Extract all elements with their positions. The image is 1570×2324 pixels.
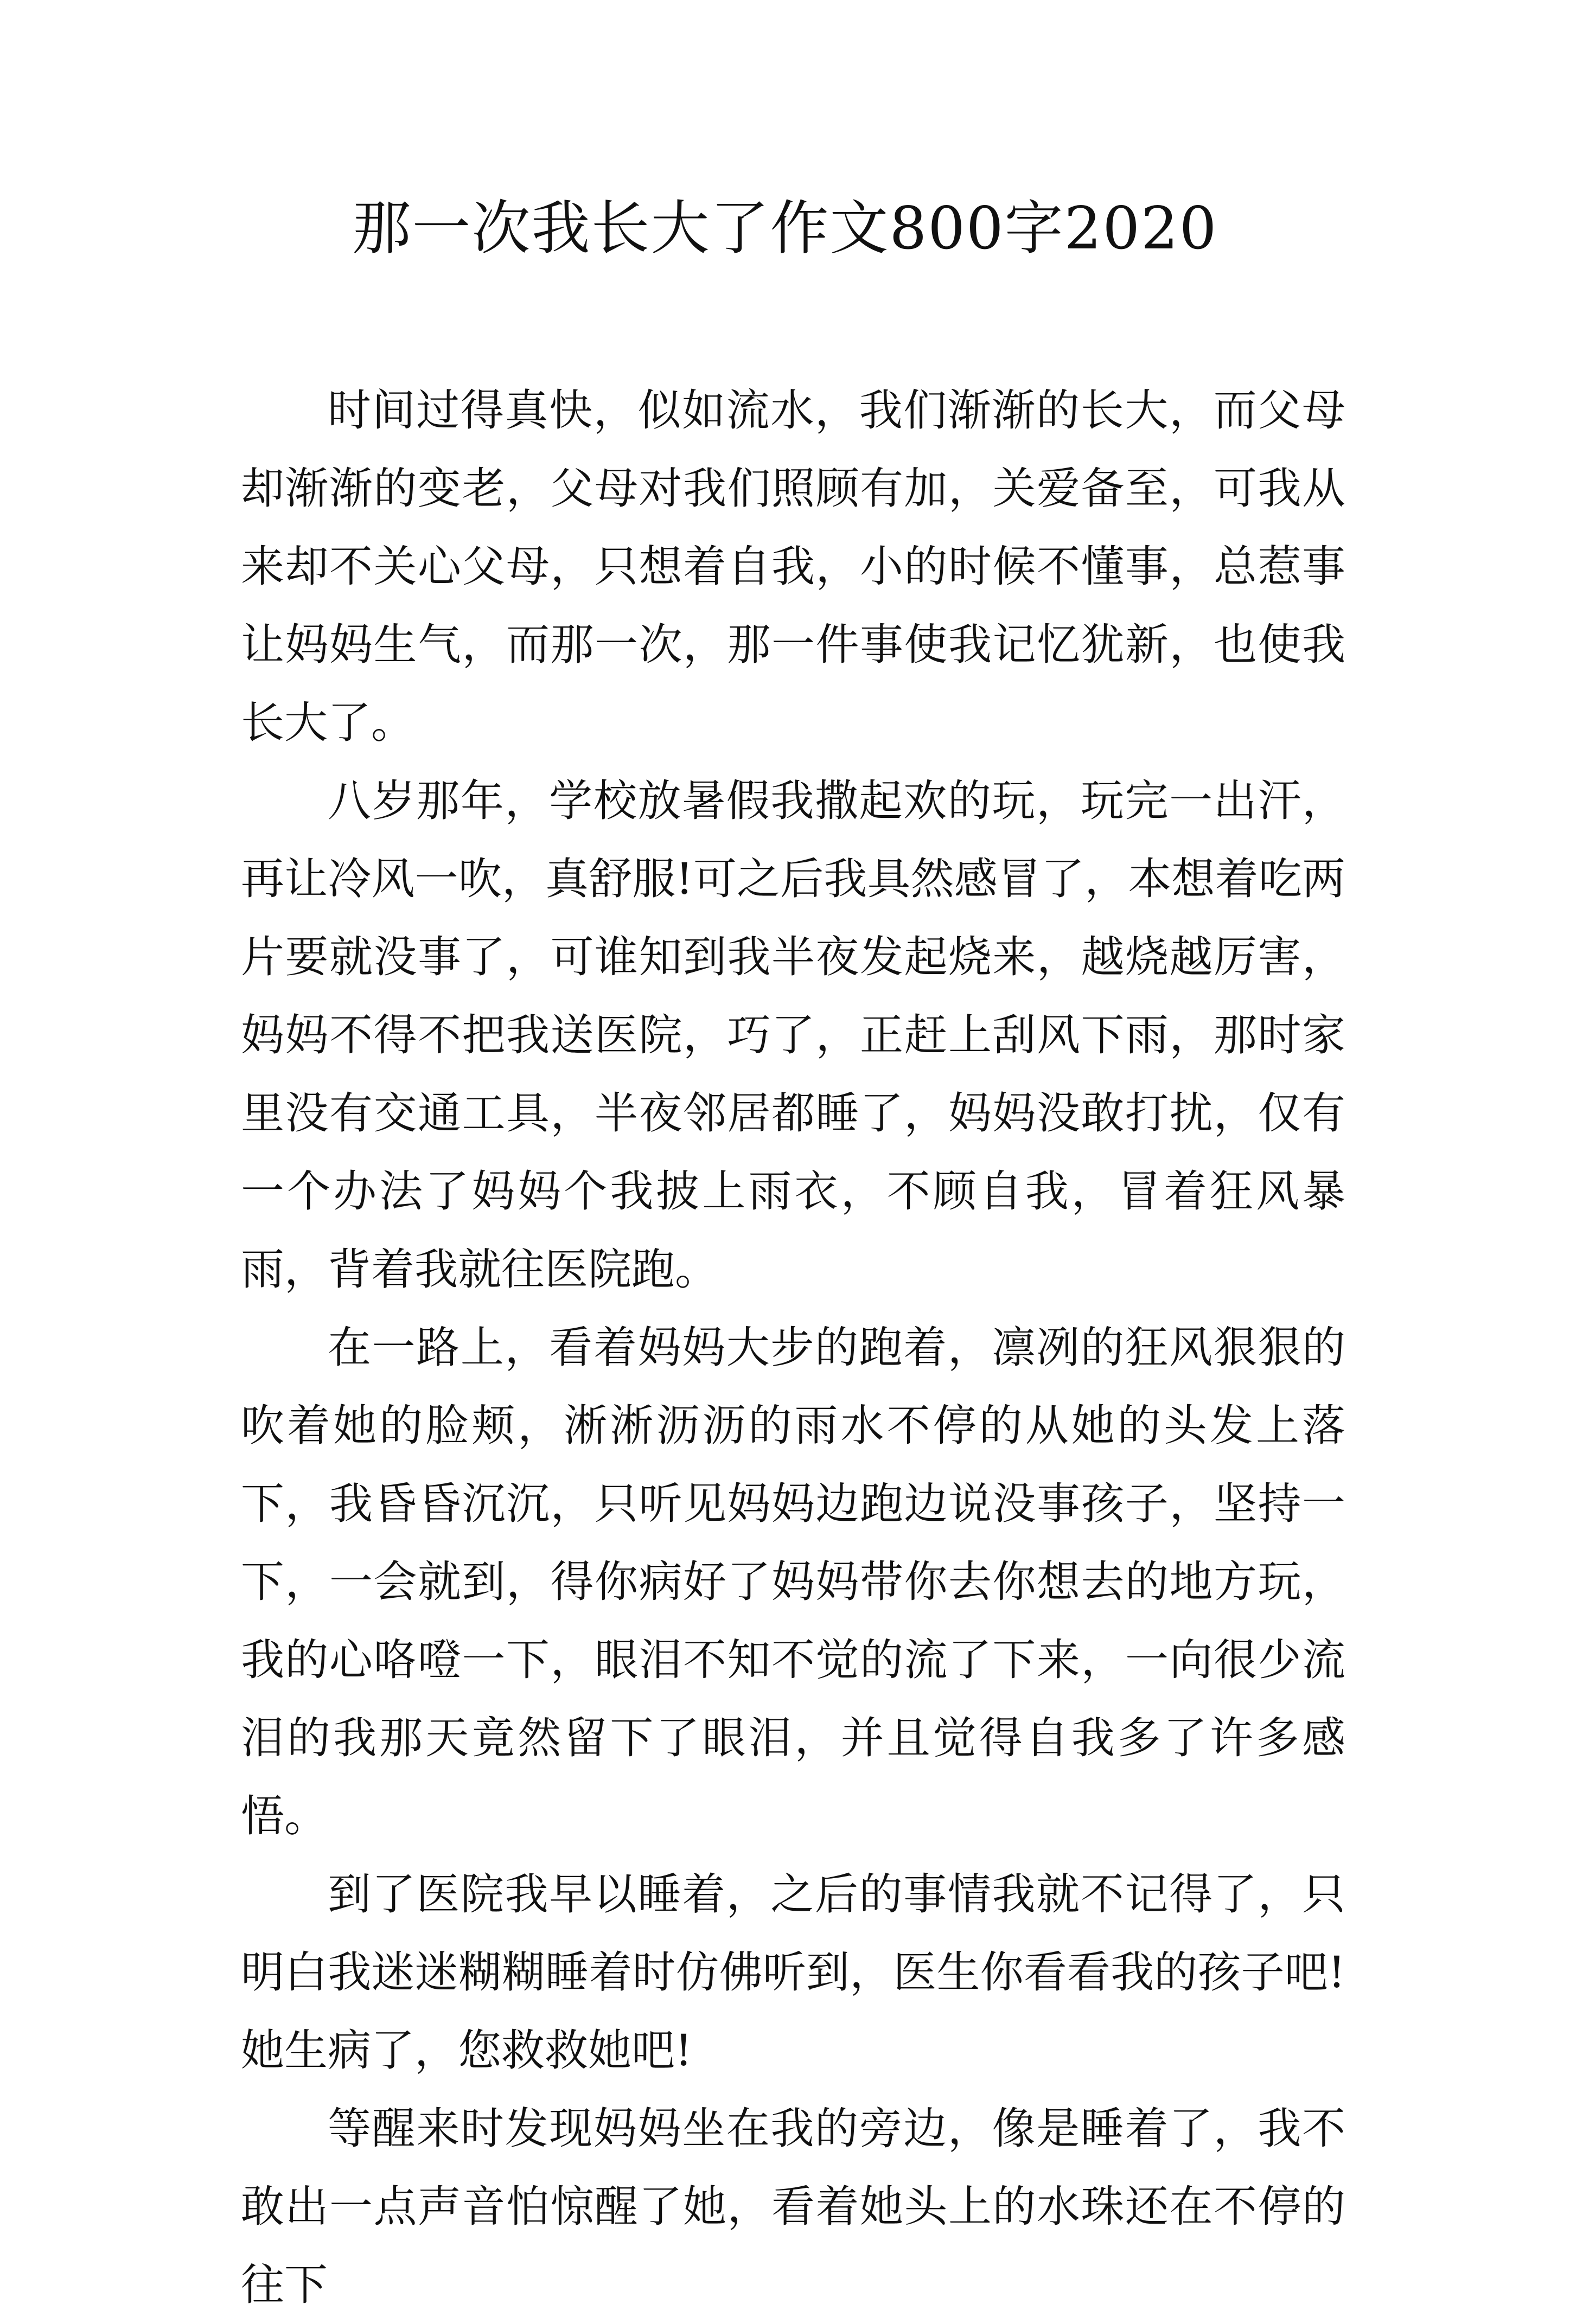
essay-body	[241, 372, 1345, 2324]
paragraph: 在一路上，看着妈妈大步的跑着，凛冽的狂风狠狠的吹着她的脸颊，淅淅沥沥的雨水不停的从她的头发上落下，我昏昏沉沉，只听见妈妈边跑边说没事孩子，坚持一下，一会就到，得你病好了妈妈带你去你想去的地方玩，我的心咯噔一下，眼泪不知不觉的流了下来，一向很少流泪的我那天竟然留下了眼泪，并且觉得自我多了许多感悟。	[241, 1322, 1345, 1841]
paragraph: 八岁那年，学校放暑假我撒起欢的玩，玩完一出汗，再让冷风一吹，真舒服!可之后我具然感冒了，本想着吃两片要就没事了，可谁知到我半夜发起烧来，越烧越厉害，妈妈不得不把我送医院，巧了，正赶上刮风下雨，那时家里没有交通工具，半夜邻居都睡了，妈妈没敢打扰，仅有一个办法了妈妈个我披上雨衣，不顾自我，冒着狂风暴雨，背着我就往医院跑。	[241, 776, 1345, 1295]
paragraph: 到了医院我早以睡着，之后的事情我就不记得了，只明白我迷迷糊糊睡着时仿佛听到，医生你看看我的孩子吧!她生病了，您救救她吧!	[241, 1869, 1345, 2076]
paragraph: 时间过得真快，似如流水，我们渐渐的长大，而父母却渐渐的变老，父母对我们照顾有加，关爱备至，可我从来却不关心父母，只想着自我，小的时候不懂事，总惹事让妈妈生气，而那一次，那一件事使我记忆犹新，也使我长大了。	[241, 385, 1345, 748]
page-title: 那一次我长大了作文800字2020	[352, 195, 1218, 263]
paragraph: 等醒来时发现妈妈坐在我的旁边，像是睡着了，我不敢出一点声音怕惊醒了她，看着她头上的水珠还在不停的往下	[241, 2103, 1345, 2310]
